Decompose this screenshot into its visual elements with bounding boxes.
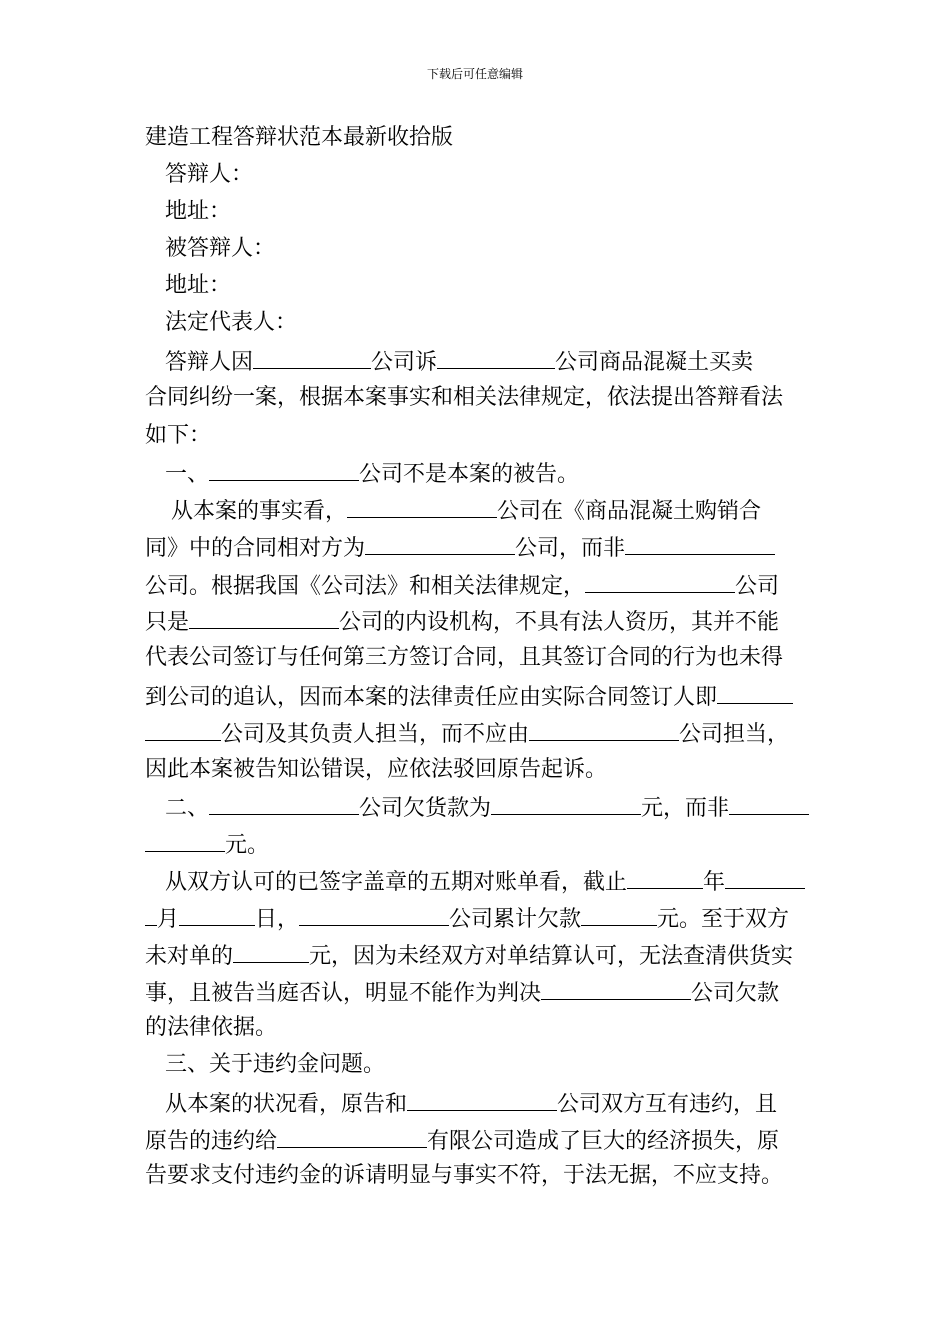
defendant-in-reply-field: 被答辩人：	[165, 236, 276, 261]
paragraph-text: 日，	[255, 907, 300, 932]
blank-line	[717, 681, 793, 704]
respondent-field: 答辩人：	[165, 162, 254, 187]
paragraph-text: 元。至于双方	[657, 907, 790, 932]
section-number: 二、	[165, 796, 210, 821]
section1-line-2	[145, 532, 810, 563]
intro-text: 答辩人因	[165, 350, 254, 375]
section3-heading: 三、关于违约金问题。	[165, 1052, 386, 1077]
section2-heading-continued	[145, 829, 810, 860]
intro-line-2: 合同纠纷一案，根据本案事实和相关法律规定，依法提出答辩看法	[145, 385, 784, 410]
intro-text: 公司商品混凝土买卖	[555, 350, 754, 375]
section2-line-5: 的法律依据。	[145, 1015, 278, 1040]
section1-line-6	[145, 681, 810, 712]
paragraph-text: 公司在《商品混凝土购销合	[497, 499, 762, 524]
section3-line-1	[145, 1088, 810, 1119]
blank-line	[347, 495, 497, 518]
blank-line	[365, 532, 515, 555]
blank-line	[299, 903, 449, 926]
paragraph-text: 从双方认可的已签字盖章的五期对账单看，截止	[165, 870, 628, 895]
paragraph-text: 公司双方互有违约，且	[557, 1092, 778, 1117]
section2-heading	[145, 792, 810, 823]
paragraph-text: 公司欠款	[691, 981, 780, 1006]
blank-line	[437, 346, 555, 369]
paragraph-text: 原告的违约给	[145, 1129, 278, 1154]
section-heading-text: 元。	[225, 833, 270, 858]
section1-line-5: 代表公司签订与任何第三方签订合同，且其签订合同的行为也未得	[145, 645, 784, 670]
section2-line-2	[145, 903, 810, 934]
header-note: 下载后可任意编辑	[426, 67, 523, 81]
blank-line	[145, 718, 221, 741]
blank-line	[145, 903, 157, 926]
section-heading-text: 元，而非	[641, 796, 730, 821]
blank-line	[407, 1088, 557, 1111]
paragraph-text: 从本案的状况看，原告和	[165, 1092, 408, 1117]
blank-line	[179, 903, 255, 926]
blank-line	[729, 792, 809, 815]
paragraph-text: 同》中的合同相对方为	[145, 536, 366, 561]
intro-line-1	[145, 346, 810, 377]
section1-line-3	[145, 570, 810, 601]
section-number: 一、	[165, 462, 210, 487]
paragraph-text: 公司的内设机构，不具有法人资历，其并不能	[339, 610, 780, 635]
paragraph-text: 公司担当，	[679, 722, 790, 747]
section1-line-4	[145, 606, 810, 637]
blank-line	[189, 606, 339, 629]
intro-line-3: 如下：	[145, 423, 212, 448]
section3-line-2	[145, 1125, 810, 1156]
blank-line	[209, 458, 359, 481]
paragraph-text: 年	[703, 870, 726, 895]
blank-line	[541, 977, 691, 1000]
blank-line	[253, 346, 371, 369]
blank-line	[491, 792, 641, 815]
legal-representative-field: 法定代表人：	[165, 310, 298, 335]
paragraph-text: 到公司的追认，因而本案的法律责任应由实际合同签订人即	[145, 685, 718, 710]
blank-line	[581, 903, 657, 926]
paragraph-text: 公司累计欠款	[449, 907, 582, 932]
paragraph-text: 有限公司造成了巨大的经济损失，原	[427, 1129, 780, 1154]
paragraph-text: 公司	[735, 574, 780, 599]
section3-line-3: 告要求支付违约金的诉请明显与事实不符，于法无据，不应支持。	[145, 1163, 784, 1188]
blank-line	[233, 940, 309, 963]
paragraph-text: 未对单的	[145, 944, 234, 969]
section2-line-3	[145, 940, 810, 971]
section-heading-text: 公司不是本案的被告。	[359, 462, 580, 487]
document-title: 建造工程答辩状范本最新收拾版	[145, 125, 454, 150]
blank-line	[627, 866, 703, 889]
blank-line	[209, 792, 359, 815]
blank-line	[529, 718, 679, 741]
paragraph-text: 只是	[145, 610, 190, 635]
paragraph-text: 公司。根据我国《公司法》和相关法律规定，	[145, 574, 586, 599]
paragraph-text: 月	[157, 907, 180, 932]
paragraph-text: 元，因为未经双方对单结算认可，无法查清供货实	[309, 944, 794, 969]
section2-line-4	[145, 977, 810, 1008]
blank-line	[277, 1125, 427, 1148]
blank-line	[145, 829, 225, 852]
section-heading-text: 公司欠货款为	[359, 796, 492, 821]
paragraph-text: 从本案的事实看，	[171, 499, 348, 524]
defendant-address-field: 地址：	[165, 273, 232, 298]
section2-line-1	[145, 866, 810, 897]
blank-line	[625, 532, 775, 555]
respondent-address-field: 地址：	[165, 199, 232, 224]
section1-line-7	[145, 718, 810, 749]
section1-line-1	[145, 495, 810, 526]
section1-heading	[145, 458, 810, 489]
blank-line	[585, 570, 735, 593]
paragraph-text: 公司及其负责人担当，而不应由	[221, 722, 530, 747]
section1-line-8: 因此本案被告知讼错误，应依法驳回原告起诉。	[145, 757, 608, 782]
paragraph-text: 事，且被告当庭否认，明显不能作为判决	[145, 981, 542, 1006]
paragraph-text: 公司，而非	[515, 536, 626, 561]
intro-text: 公司诉	[371, 350, 438, 375]
blank-line	[725, 866, 805, 889]
